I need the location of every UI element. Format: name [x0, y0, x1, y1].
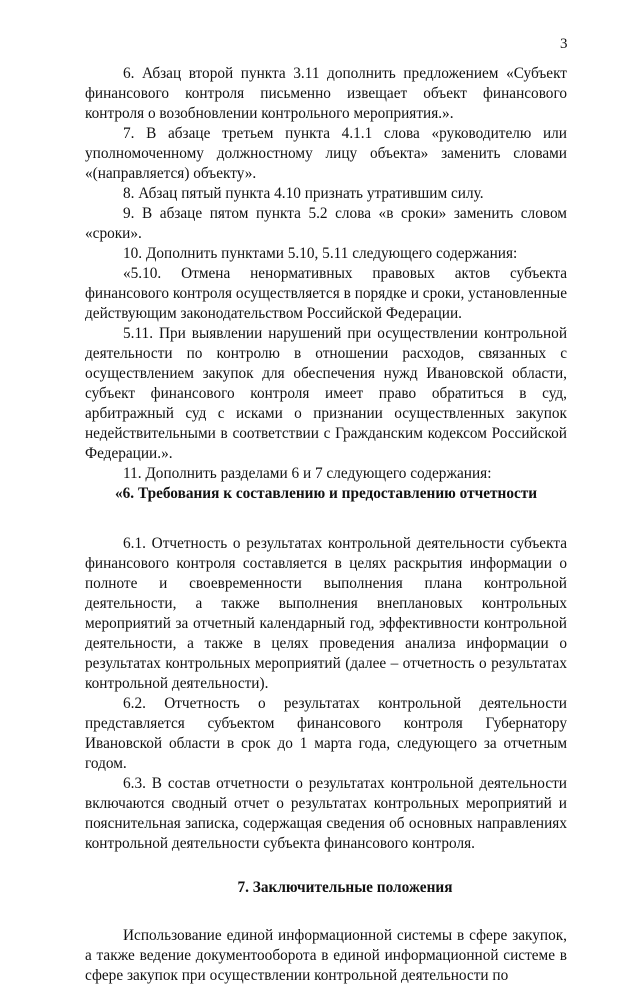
paragraph-clause-6-2: 6.2. Отчетность о результатах контрольной деятельности представляется субъектом финансового контроля Губернатору Ивановской области в срок до 1 марта года, следующего за отчетным годом. [85, 695, 567, 772]
page-number: 3 [560, 36, 568, 52]
paragraph-item-10: 10. Дополнить пунктами 5.10, 5.11 следующего содержания: [123, 245, 518, 262]
paragraph-item-6: 6. Абзац второй пункта 3.11 дополнить предложением «Субъект финансового контроля письменно извещает объект финансового контроля о возобновлении контрольного мероприятия.». [85, 65, 567, 122]
paragraph-clause-6-3: 6.3. В состав отчетности о результатах контрольной деятельности включаются сводный отчет о результатах контрольных мероприятий и пояснительная записка, содержащая сведения об основных направлениях контрольной деятельности субъекта финансового контроля. [85, 775, 567, 852]
paragraph-item-9: 9. В абзаце пятом пункта 5.2 слова «в сроки» заменить словом «сроки». [85, 205, 567, 242]
section-7-heading: 7. Заключительные положения [237, 879, 453, 896]
paragraph-item-11: 11. Дополнить разделами 6 и 7 следующего содержания: [123, 465, 492, 482]
document-body [85, 64, 567, 986]
section-6-heading: «6. Требования к составлению и предоставлению отчетности [115, 485, 538, 502]
paragraph-clause-5-11: 5.11. При выявлении нарушений при осуществлении контрольной деятельности по контролю в отношении расходов, связанных с осуществлением закупок для обеспечения нужд Ивановской области, субъект финансового контроля имеет право обратиться в суд, арбитражный суд с исками о признании осуществленных закупок недействительными в соответствии с Гражданским кодексом Российской Федерации.». [85, 325, 567, 462]
paragraph-section-7: Использование единой информационной системы в сфере закупок, а также ведение документооборота в единой информационной системе в сфере закупок при осуществлении контрольной деятельности по [85, 927, 567, 984]
paragraph-clause-5-10: «5.10. Отмена ненормативных правовых актов субъекта финансового контроля осуществляется в порядке и сроки, установленные действующим законодательством Российской Федерации. [85, 265, 567, 322]
paragraph-item-7: 7. В абзаце третьем пункта 4.1.1 слова «руководителю или уполномоченному должностному лицу объекта» заменить словами «(направляется) объекту». [85, 125, 567, 182]
paragraph-item-8: 8. Абзац пятый пункта 4.10 признать утратившим силу. [123, 185, 484, 202]
paragraph-clause-6-1: 6.1. Отчетность о результатах контрольной деятельности субъекта финансового контроля составляется в целях раскрытия информации о полноте и своевременности выполнения плана контрольной деятельности, а также выполнения внеплановых контрольных мероприятий за отчетный календарный год, эффективности контрольной деятельности, а также в целях проведения анализа информации о результатах контрольных мероприятий (далее – отчетность о результатах контрольной деятельности). [85, 535, 567, 692]
